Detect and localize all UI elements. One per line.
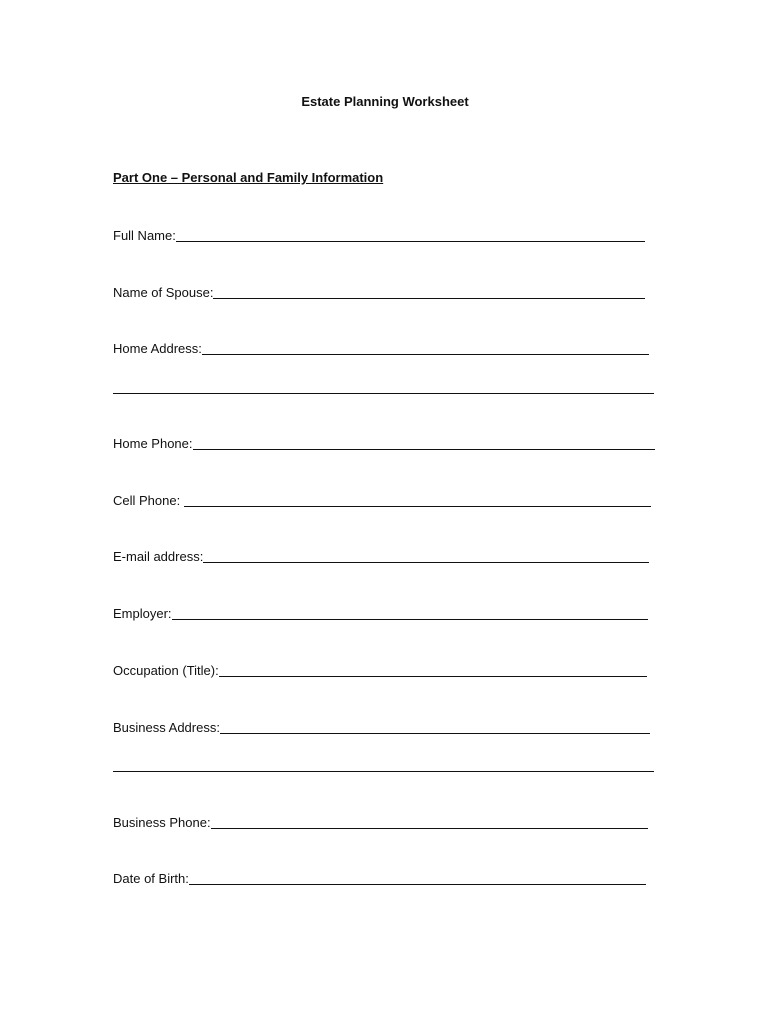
business-address-line[interactable] [220,720,650,734]
document-title: Estate Planning Worksheet [301,94,469,109]
employer-label: Employer: [113,606,172,621]
email-address-field[interactable] [113,549,649,565]
name-of-spouse-label: Name of Spouse: [113,285,214,300]
section-heading-part-one: Part One – Personal and Family Information [113,170,384,185]
employer-line[interactable] [172,606,648,620]
business-phone-label: Business Phone: [113,815,211,830]
occupation-line[interactable] [219,663,647,677]
name-of-spouse-line[interactable] [213,285,645,299]
home-address-line-2[interactable] [113,393,654,394]
email-address-line[interactable] [203,549,649,563]
date-of-birth-field[interactable] [113,871,646,887]
full-name-field[interactable] [113,228,645,244]
business-address-label: Business Address: [113,720,220,735]
occupation-field[interactable] [113,663,647,679]
full-name-line[interactable] [176,228,645,242]
business-address-field[interactable] [113,720,650,736]
home-phone-label: Home Phone: [113,436,193,451]
business-phone-field[interactable] [113,815,648,831]
occupation-label: Occupation (Title): [113,663,219,678]
home-phone-field[interactable] [113,436,655,452]
email-address-label: E-mail address: [113,549,204,564]
name-of-spouse-field[interactable] [113,285,645,301]
date-of-birth-line[interactable] [189,871,646,885]
home-address-line[interactable] [202,341,649,355]
home-address-label: Home Address: [113,341,202,356]
full-name-label: Full Name: [113,228,176,243]
employer-field[interactable] [113,606,648,622]
cell-phone-field[interactable] [113,493,651,509]
home-phone-line[interactable] [193,436,656,450]
cell-phone-label: Cell Phone: [113,493,184,508]
cell-phone-line[interactable] [184,493,651,507]
home-address-field[interactable] [113,341,649,357]
date-of-birth-label: Date of Birth: [113,871,189,886]
business-address-line-2[interactable] [113,771,654,772]
business-phone-line[interactable] [211,815,648,829]
